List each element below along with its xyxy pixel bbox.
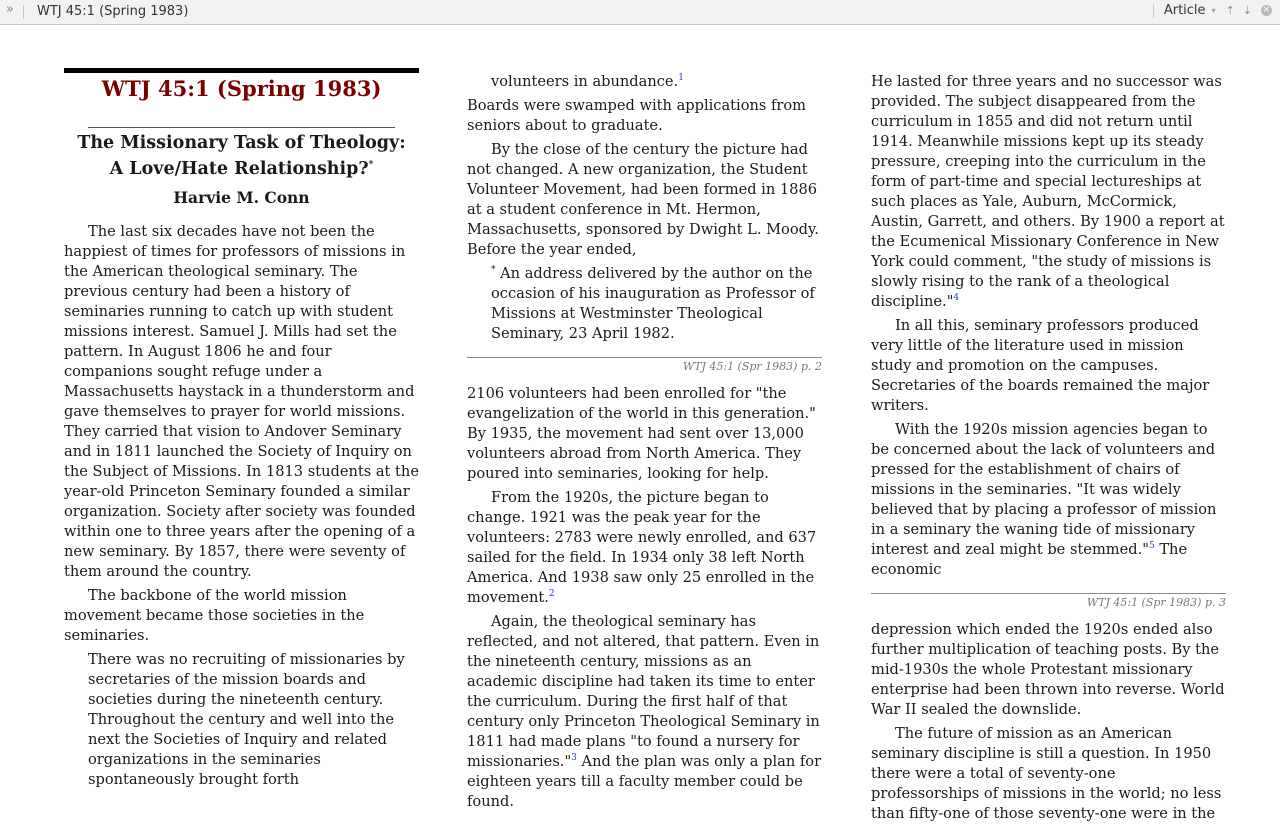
view-select[interactable]: Article	[1163, 3, 1206, 18]
footnote-text: An address delivered by the author on the occasion of his inauguration as Professor of Missions at Westminster Theological Seminary, 23 April 1982.	[491, 265, 815, 342]
chevron-down-icon[interactable]: ▾	[1211, 6, 1216, 15]
article-title	[64, 130, 419, 182]
column-1	[64, 66, 419, 794]
paragraph	[871, 72, 1226, 312]
column-3	[871, 72, 1226, 828]
footnote	[467, 264, 822, 344]
paragraph: 2106 volunteers had been enrolled for "the evangelization of the world in this generation." By 1935, the movement had sent over 13,000 volunteers abroad from North America. They poured into seminaries, looking for help.	[467, 385, 816, 482]
title-rule	[64, 68, 419, 73]
article-rule	[88, 127, 395, 128]
article-title-line-2	[64, 156, 419, 182]
footnote-mark: *	[491, 265, 496, 276]
block-quote-end	[467, 72, 822, 92]
paragraph	[467, 488, 822, 608]
footnote-link[interactable]: 4	[953, 293, 960, 304]
page-break-label: WTJ 45:1 (Spr 1983) p. 2	[467, 357, 822, 378]
paragraph: The last six decades have not been the happiest of times for professors of missions in the American theological seminary. The previous century had been a history of seminaries running to catch up with student missions interest. Samuel J. Mills had set the pattern. In August 1806 he and four companions sought refuge under a Massachusetts haystack in a thunderstorm and gave themselves to prayer for world missions. They carried that vision to Andover Seminary and in 1811 launched the Society of Inquiry on the Subject of Missions. In 1813 students at the year-old Princeton Seminary founded a similar organization. Society after society was founded within one to three years after the opening of a new seminary. By 1857, there were seventy of them around the country.	[64, 223, 419, 580]
footnote-link[interactable]: 2	[548, 589, 555, 600]
column-2	[467, 72, 822, 816]
quote-text: volunteers in abundance.	[491, 73, 679, 90]
paragraph: In all this, seminary professors produced very little of the literature used in mission study and promotion on the campuses. Secretaries of the boards remained the major writers.	[871, 317, 1210, 414]
footnote-link[interactable]: 1	[678, 73, 684, 84]
arrow-down-icon[interactable]: ⇣	[1242, 4, 1252, 17]
paragraph-text: With the 1920s mission agencies began to be concerned about the lack of volunteers and pressed for the establishment of chairs of missions in the seminaries. "It was widely believed that by placing a professor of mission in a seminary the waning tide of missionary interest and zeal might be stemmed."	[871, 421, 1217, 558]
paragraph: The backbone of the world mission movement became those societies in the seminaries.	[64, 587, 365, 644]
title-bar	[0, 0, 1280, 25]
journal-title: WTJ 45:1 (Spring 1983)	[101, 76, 382, 101]
toolbar-divider	[1153, 4, 1154, 18]
expand-sidebar-icon[interactable]: »	[6, 2, 14, 17]
page-break-label: WTJ 45:1 (Spr 1983) p. 3	[871, 593, 1226, 614]
toolbar-right	[1153, 3, 1272, 18]
paragraph	[871, 420, 1226, 580]
paragraph-text: From the 1920s, the picture began to change. 1921 was the peak year for the volunteers: 2783 were newly enrolled, and 637 sailed for the field. In 1934 only 38 left North America. And 1938 saw only 25 enrolled in the movement.	[467, 489, 817, 606]
paragraph-text: The economic	[871, 541, 1188, 578]
paragraph-text: He lasted for three years and no successor was provided. The subject disappeared from the curriculum in 1855 and did not return until 1914. Meanwhile missions kept up its steady pressure, creeping into the curriculum in the form of part-time and special lectureships at such places as Yale, Auburn, McCormick, Austin, Garrett, and others. By 1900 a report at the Ecumenical Missionary Conference in New York could comment, "the study of missions is slowly rising to the rank of a theological discipline."	[871, 73, 1225, 310]
article-title-text: A Love/Hate Relationship?	[109, 159, 369, 179]
footnote-marker[interactable]: *	[368, 160, 374, 171]
block-quote: There was no recruiting of missionaries by secretaries of the mission boards and societies during the nineteenth century. Throughout the century and well into the next the Societies of Inquiry and related organizations in the seminaries spontaneously brought forth	[88, 651, 405, 788]
paragraph: By the close of the century the picture had not changed. A new organization, the Student Volunteer Movement, had been formed in 1886 at a student conference in Mt. Hermon, Massachusetts, sponsored by Dwight L. Moody. Before the year ended,	[467, 141, 819, 258]
paragraph: depression which ended the 1920s ended also further multiplication of teaching posts. By the mid-1930s the whole Protestant missionary enterprise had been thrown into reverse. World War II sealed the downslide.	[871, 621, 1225, 718]
article-title-line-1: The Missionary Task of Theology:	[77, 133, 406, 153]
close-icon[interactable]: ×	[1262, 5, 1271, 15]
paragraph-text: And the plan was only a plan for eighteen years till a faculty member could be found.	[467, 753, 822, 810]
paragraph	[467, 612, 822, 812]
author-name: Harvie M. Conn	[173, 188, 310, 207]
window-title: WTJ 45:1 (Spring 1983)	[37, 4, 189, 19]
paragraph: The future of mission as an American seminary discipline is still a question. In 1950 there were a total of seventy-one professorships of missions in the world; no less than fifty-one of those seventy-one were in the	[871, 725, 1222, 822]
paragraph: Boards were swamped with applications from seniors about to graduate.	[467, 97, 807, 134]
footnote-link[interactable]: 5	[1148, 541, 1155, 552]
arrow-up-icon[interactable]: ⇡	[1225, 4, 1235, 17]
toolbar-divider	[23, 5, 24, 19]
footnote-link[interactable]: 3	[571, 753, 577, 764]
paragraph-text: Again, the theological seminary has reflected, and not altered, that pattern. Even in the nineteenth century, missions as an academic discipline had taken its time to enter the curriculum. During the first half of that century only Princeton Theological Seminary in 1811 had made plans "to found a nursery for missionaries."	[467, 613, 820, 770]
